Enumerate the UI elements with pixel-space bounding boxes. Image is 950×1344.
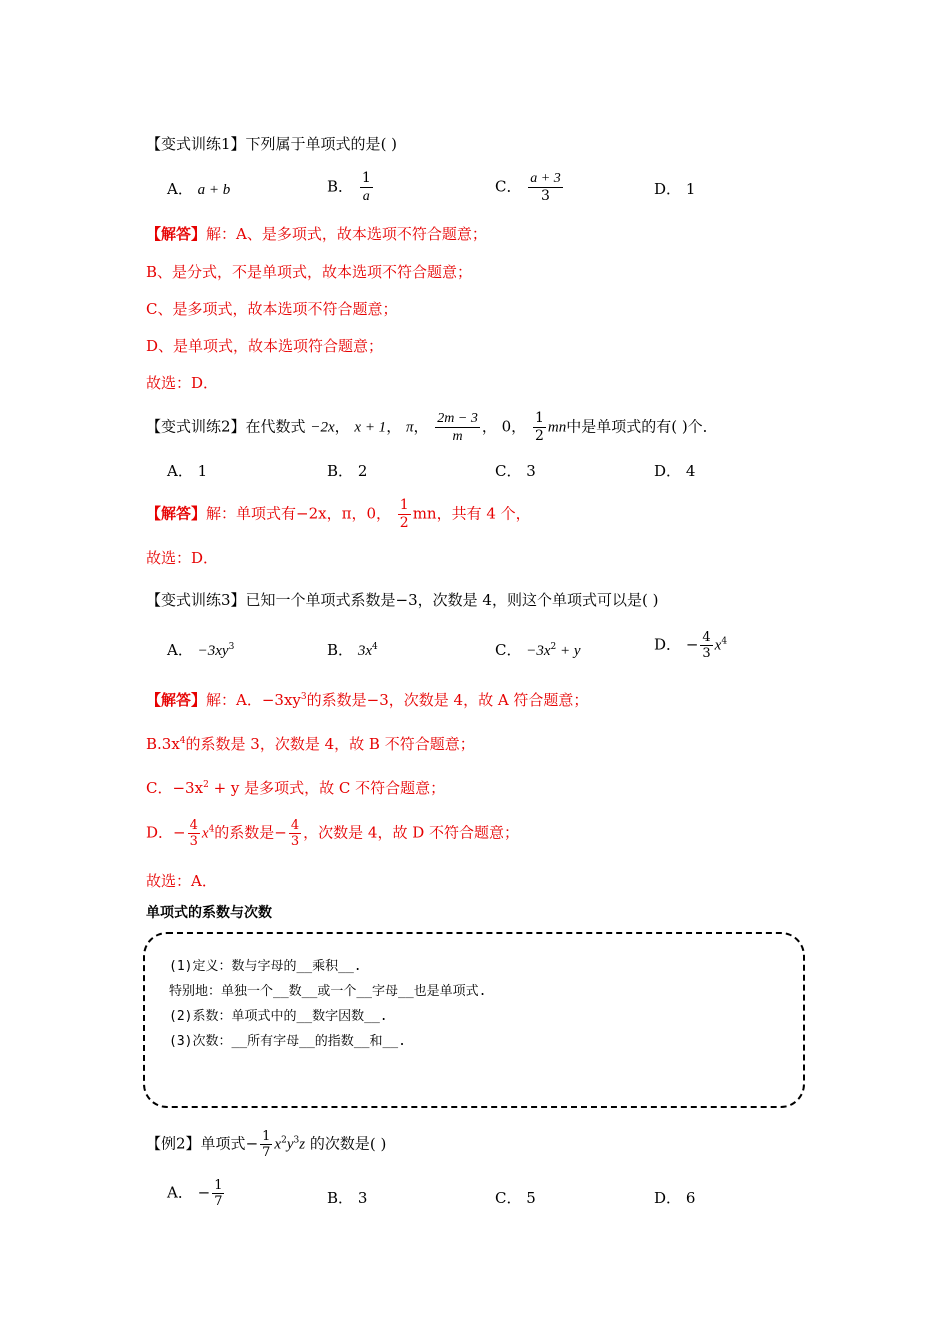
ex2-option-b[interactable] [327,1188,367,1208]
exponent: 4 [371,642,378,652]
box-text: (2)系数：单项式中的 [169,1009,297,1024]
v1-stem: 下列属于单项式的是 [245,135,381,153]
ex2-option-d[interactable] [654,1188,695,1208]
answer-text: 的系数是−3，次数是 4，故 A 符合题意； [306,691,589,709]
v3-answer-line2 [146,734,475,754]
option-label: A． [167,1183,193,1202]
exponent: 2 [550,642,557,652]
v3-answer-line4 [146,818,519,849]
fraction [289,818,301,849]
box-blank: __数__ [273,984,318,999]
option-label: A． [167,180,193,198]
answer-tag: 【解答】 [146,225,207,243]
option-label: B． [327,1189,354,1207]
option-value: 4 [685,462,696,480]
v2-option-c[interactable] [495,461,536,481]
numerator: 4 [189,818,198,833]
denominator: m [452,429,463,444]
v1-paren: ( ) [380,135,398,153]
stem-text: 的次数是 [309,1134,370,1153]
answer-text: 解：单项式有−2x，π，0， [206,504,391,523]
sign: − [685,635,699,654]
stem-text: 中是单项式的有( )个． [566,417,718,436]
v1-option-d[interactable] [654,179,695,199]
box-text: 特别地：单独一个 [169,984,274,999]
option-value: 3 [526,462,536,480]
v3-option-d[interactable] [654,630,727,661]
option-label: D． [654,635,682,654]
ex2-option-a[interactable] [167,1178,226,1209]
box-blank: __和__ [353,1034,399,1049]
option-label: D． [654,462,682,480]
fraction [528,170,562,205]
option-value: a + b [197,182,231,198]
numerator: 1 [399,497,409,513]
numerator: 2m − 3 [437,411,478,426]
option-value: −3xy [197,643,229,659]
v3-choose: 故选：A． [146,872,217,890]
answer-text: 解：A、是多项式，故本选项不符合题意； [206,225,487,243]
stem-text: 单项式 [200,1134,246,1153]
ex2-option-c[interactable] [495,1188,536,1208]
numerator: a + 3 [530,171,561,186]
answer-text: 的系数是 3，次数是 4，故 B 不符合题意； [185,735,475,753]
variable: x [714,637,722,654]
option-label: A． [167,641,193,659]
section-heading: 单项式的系数与次数 [146,905,272,921]
sign: − [197,1183,211,1202]
v3-option-c[interactable] [495,640,581,661]
v2-option-a[interactable] [167,461,207,481]
box-text: (3)次数： [169,1034,232,1049]
box-text: 也是单项式. [413,984,487,999]
option-label: C． [495,177,522,196]
exponent: 4 [208,824,215,835]
option-value: 3 [357,1189,368,1207]
fraction [533,410,546,445]
denominator: 3 [290,834,300,849]
v3-answer-line3 [146,778,445,798]
answer-text: 的系数是− [214,823,287,842]
option-value: 6 [685,1189,696,1207]
fraction [435,410,480,445]
definition-line-2 [169,983,486,1001]
denominator: a [362,189,370,204]
denominator: 7 [262,1145,271,1160]
v3-answer-line1 [146,690,588,710]
v2-option-d[interactable] [654,461,695,481]
fraction [360,170,373,205]
stem-text: 在代数式 [245,417,306,436]
denominator: 2 [534,428,544,444]
v2-answer [146,497,531,532]
answer-tag: 【解答】 [146,504,207,523]
v3-option-a[interactable] [167,640,234,661]
answer-text: 解：A．−3xy [206,691,301,709]
v2-question: 【变式训练2】在代数式 −2x， x + 1， π， $\frac{2m - 3}{m}$ ， 0， $\frac{1}{2}$ mn中是单项式的有( )个． [146,410,718,444]
box-text: . [379,1009,388,1024]
option-value: 5 [526,1189,536,1207]
v3-option-b[interactable] [327,640,378,661]
exponent: 2 [203,780,209,790]
expression: x + 1 [354,419,387,436]
definition-line-4 [169,1033,406,1051]
variable: y [286,1136,294,1153]
box-text: 或一个 [317,984,357,999]
v2-title: 【变式训练2】 [146,417,246,436]
denominator: 7 [214,1194,223,1209]
v1-choose: 故选：D． [146,374,219,392]
option-label: B． [327,641,354,659]
option-value: 1 [197,462,208,480]
box-text: . [353,959,362,974]
denominator: 3 [189,834,198,849]
answer-tag: 【解答】 [146,691,207,709]
v1-option-b[interactable] [327,170,375,205]
v2-choose: 故选：D． [146,549,219,567]
option-value: −3x [526,643,551,659]
numerator: 1 [262,1129,271,1144]
v1-option-a[interactable] [167,179,230,200]
numerator: 4 [290,818,300,833]
expression: −2x [310,419,335,436]
v1-question [146,134,397,154]
box-text: . [398,1034,406,1049]
exponent: 4 [179,736,186,746]
variable: x [274,1136,282,1153]
expression: 0 [501,417,512,436]
variable: x [201,825,209,842]
option-label: C． [495,1189,522,1207]
option-label: C． [495,462,522,480]
denominator: 3 [702,646,711,661]
option-label: B． [327,177,354,196]
fraction [700,630,712,661]
numerator: 1 [214,1178,223,1193]
numerator: 1 [534,410,544,426]
option-label: B． [327,462,354,480]
fraction [212,1178,224,1209]
denominator: 3 [541,188,550,204]
fraction [188,818,200,849]
option-label: A． [167,462,193,480]
box-blank: __乘积__ [296,959,354,974]
expression: mn [547,419,567,436]
box-text: 的指数 [314,1034,354,1049]
answer-text: ，次数是 4，故 D 不符合题意； [303,823,520,842]
exponent: 4 [721,636,728,647]
definition-line-3 [169,1008,388,1026]
v1-answer-line3: C、是多项式，故本选项不符合题意； [146,300,398,318]
exponent: 3 [228,642,235,652]
option-label: D． [654,180,682,198]
answer-text: + y 是多项式，故 C 不符合题意； [208,779,446,797]
box-blank: __数字因数__ [296,1009,380,1024]
definition-line-1 [169,958,362,976]
expression: π [405,419,414,436]
fraction [260,1129,272,1160]
v1-answer-line4: D、是单项式，故本选项符合题意； [146,337,384,355]
option-value: 3x [357,643,372,659]
answer-text: C．−3x [146,779,204,797]
option-value: + y [556,643,581,659]
denominator: 2 [399,515,409,531]
option-value: 1 [685,180,696,198]
box-text: (1)定义：数与字母的 [169,959,297,974]
option-label: D． [654,1189,682,1207]
answer-text: mn，共有 4 个， [412,504,531,523]
fraction [398,497,411,532]
v1-title: 【变式训练1】 [146,135,246,153]
v1-answer-line1 [146,224,487,244]
ex2-question [146,1129,386,1160]
v1-option-c[interactable] [495,170,565,205]
answer-text: B.3x [146,735,180,753]
exponent: 3 [293,1135,300,1146]
box-blank: __字母__ [356,984,414,999]
option-label: C． [495,641,522,659]
answer-text: D．− [146,823,186,842]
answer-paren: ( ) [369,1134,387,1153]
stem-text: 已知一个单项式系数是−3，次数是 4，则这个单项式可以是( ) [245,591,659,609]
exponent: 3 [300,692,307,702]
v3-title: 【变式训练3】 [146,591,246,609]
v3-question [146,590,658,610]
v1-answer-line2: B、是分式，不是单项式，故本选项不符合题意； [146,263,473,281]
exponent: 2 [281,1135,287,1146]
definition-box [143,932,805,1108]
ex2-title: 【例2】 [146,1134,201,1153]
numerator: 4 [702,630,711,645]
option-value: 2 [357,462,368,480]
box-blank: __所有字母__ [231,1034,315,1049]
sign: − [245,1134,259,1153]
numerator: 1 [361,170,371,186]
variable: z [299,1136,306,1153]
v2-option-b[interactable] [327,461,367,481]
